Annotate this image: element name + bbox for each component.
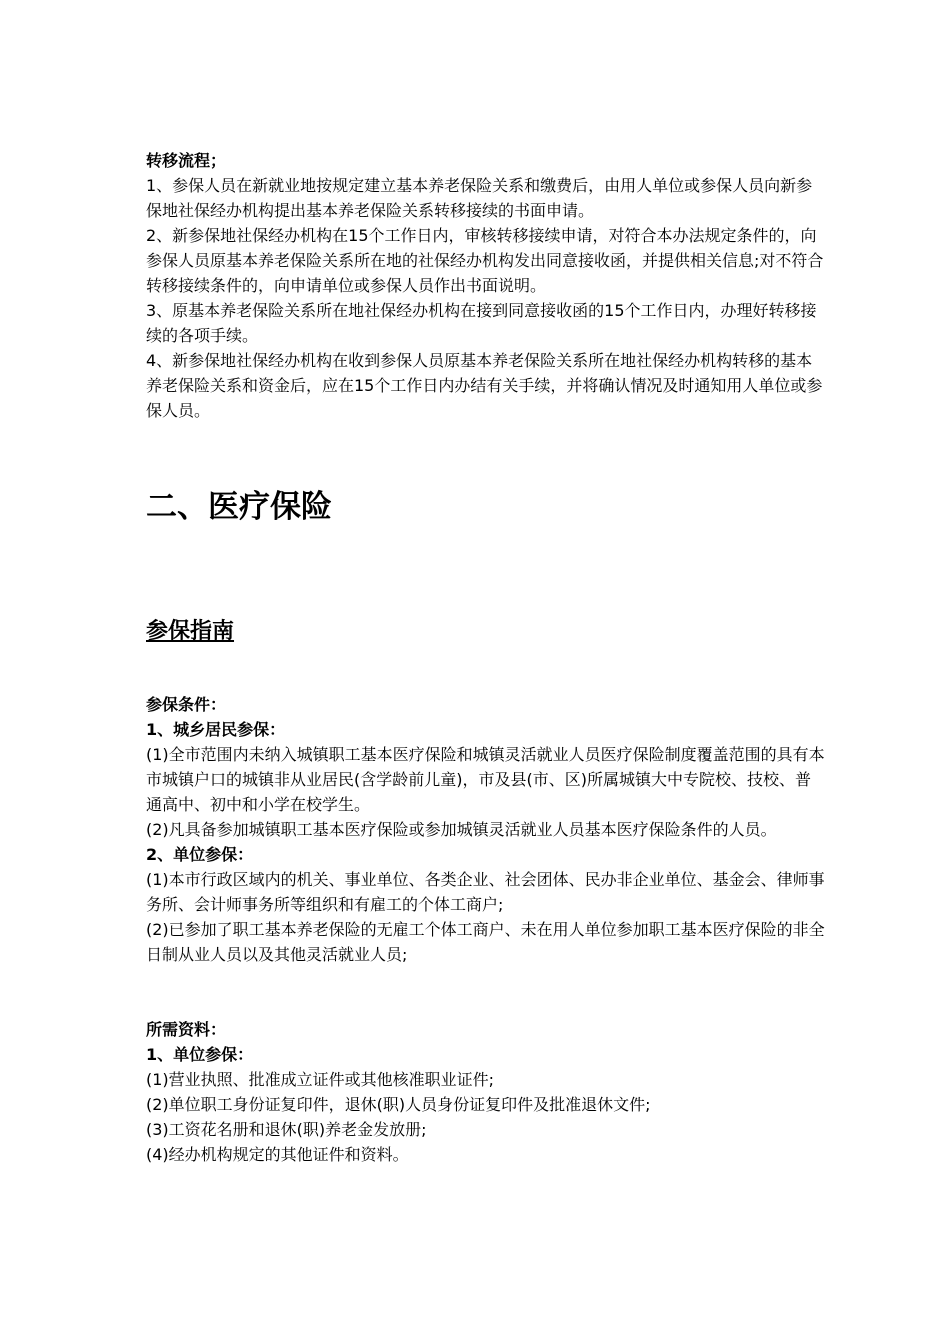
- materials-item-4: (4)经办机构规定的其他证件和资料。: [146, 1145, 409, 1164]
- transfer-item-4: 4、新参保地社保经办机构在收到参保人员原基本养老保险关系所在地社保经办机构转移的基本养老保险关系和资金后，应在15个工作日内办结有关手续，并将确认情况及时通知用人单位或参保人员。: [146, 351, 823, 420]
- materials-sub1: 1、单位参保：: [146, 1045, 254, 1064]
- conditions-sub1: 1、城乡居民参保：: [146, 720, 286, 739]
- conditions-heading: 参保条件：: [146, 695, 227, 714]
- conditions-sub2: 2、单位参保：: [146, 845, 254, 864]
- materials-item-1: (1)营业执照、批准成立证件或其他核准职业证件;: [146, 1070, 495, 1089]
- materials-heading: 所需资料：: [146, 1020, 227, 1039]
- transfer-item-1: 1、参保人员在新就业地按规定建立基本养老保险关系和缴费后，由用人单位或参保人员向新参保地社保经办机构提出基本养老保险关系转移接续的书面申请。: [146, 176, 813, 220]
- transfer-item-3: 3、原基本养老保险关系所在地社保经办机构在接到同意接收函的15个工作日内，办理好转移接续的各项手续。: [146, 301, 817, 345]
- conditions-sub2-item-2: (2)已参加了职工基本养老保险的无雇工个体工商户、未在用人单位参加职工基本医疗保险的非全日制从业人员以及其他灵活就业人员;: [146, 920, 825, 964]
- transfer-heading: 转移流程；: [146, 151, 227, 170]
- document-page: [146, 148, 826, 1167]
- conditions-sub2-item-1: (1)本市行政区域内的机关、事业单位、各类企业、社会团体、民办非企业单位、基金会、律师事务所、会计师事务所等组织和有雇工的个体工商户;: [146, 870, 825, 914]
- materials-item-2: (2)单位职工身份证复印件，退休(职)人员身份证复印件及批准退休文件;: [146, 1095, 651, 1114]
- transfer-item-2: 2、新参保地社保经办机构在15个工作日内，审核转移接续申请，对符合本办法规定条件的，向参保人员原基本养老保险关系所在地的社保经办机构发出同意接收函，并提供相关信息;对不符合转移接续条件的，向申请单位或参保人员作出书面说明。: [146, 226, 824, 295]
- conditions-sub1-item-1: (1)全市范围内未纳入城镇职工基本医疗保险和城镇灵活就业人员医疗保险制度覆盖范围的具有本市城镇户口的城镇非从业居民(含学龄前儿童)，市及县(市、区)所属城镇大中专院校、技校、普通高中、初中和小学在校学生。: [146, 745, 825, 814]
- section-title: 二、医疗保险: [146, 489, 332, 525]
- conditions-sub1-item-2: (2)凡具备参加城镇职工基本医疗保险或参加城镇灵活就业人员基本医疗保险条件的人员。: [146, 820, 777, 839]
- materials-item-3: (3)工资花名册和退休(职)养老金发放册;: [146, 1120, 427, 1139]
- guide-title: 参保指南: [146, 619, 235, 644]
